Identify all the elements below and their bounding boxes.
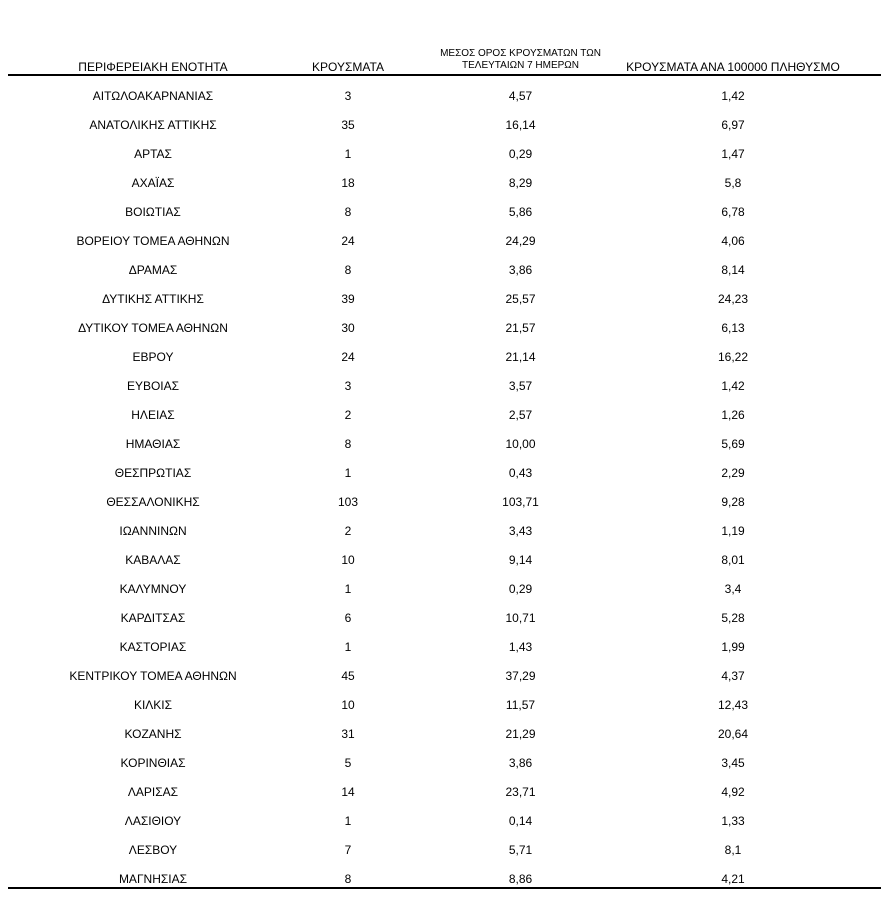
cell-cases: 8 bbox=[344, 437, 352, 451]
cell-per100k: 3,4 bbox=[724, 582, 742, 596]
cell-per100k: 3,45 bbox=[721, 756, 745, 770]
cell-region: ΚΟΡΙΝΘΙΑΣ bbox=[120, 756, 186, 770]
cell-region: ΗΛΕΙΑΣ bbox=[131, 408, 175, 422]
cell-per100k: 1,47 bbox=[721, 147, 745, 161]
table-row bbox=[8, 720, 881, 749]
cell-avg7: 37,29 bbox=[505, 669, 536, 683]
cell-per100k: 8,14 bbox=[721, 263, 745, 277]
table-row bbox=[8, 836, 881, 865]
table-row bbox=[8, 111, 881, 140]
cell-region: ΘΕΣΠΡΩΤΙΑΣ bbox=[114, 466, 192, 480]
table-row bbox=[8, 314, 881, 343]
cell-cases: 24 bbox=[341, 234, 355, 248]
table-row bbox=[8, 227, 881, 256]
cell-region: ΚΙΛΚΙΣ bbox=[133, 698, 173, 712]
cell-avg7: 8,29 bbox=[508, 176, 533, 190]
cell-cases: 1 bbox=[344, 466, 352, 480]
cell-region: ΜΑΓΝΗΣΙΑΣ bbox=[118, 872, 188, 886]
cell-per100k: 12,43 bbox=[717, 698, 749, 712]
cell-cases: 8 bbox=[344, 263, 352, 277]
cell-avg7: 1,43 bbox=[508, 640, 533, 654]
cell-cases: 3 bbox=[344, 89, 352, 103]
cell-region: ΑΝΑΤΟΛΙΚΗΣ ΑΤΤΙΚΗΣ bbox=[89, 118, 217, 132]
header-avg7-line1: ΜΕΣΟΣ ΟΡΟΣ ΚΡΟΥΣΜΑΤΩΝ ΤΩΝ bbox=[440, 48, 601, 59]
cell-cases: 1 bbox=[344, 147, 352, 161]
cell-avg7: 21,57 bbox=[505, 321, 536, 335]
cell-per100k: 1,33 bbox=[721, 814, 745, 828]
cell-region: ΛΑΣΙΘΙΟΥ bbox=[124, 814, 182, 828]
cell-per100k: 1,99 bbox=[721, 640, 745, 654]
cell-region: ΗΜΑΘΙΑΣ bbox=[125, 437, 181, 451]
cell-cases: 18 bbox=[341, 176, 355, 190]
cell-region: ΑΧΑΪΑΣ bbox=[131, 176, 175, 190]
cell-avg7: 3,86 bbox=[508, 263, 533, 277]
table-row bbox=[8, 198, 881, 227]
cell-per100k: 9,28 bbox=[721, 495, 745, 509]
cell-avg7: 8,86 bbox=[508, 872, 533, 886]
table-body bbox=[8, 82, 881, 894]
cell-per100k: 4,06 bbox=[721, 234, 745, 248]
table-row bbox=[8, 343, 881, 372]
cell-cases: 3 bbox=[344, 379, 352, 393]
header-cases: ΚΡΟΥΣΜΑΤΑ bbox=[312, 60, 384, 74]
table-row bbox=[8, 488, 881, 517]
cell-avg7: 0,29 bbox=[508, 147, 533, 161]
cell-region: ΚΑΣΤΟΡΙΑΣ bbox=[119, 640, 187, 654]
cell-region: ΚΟΖΑΝΗΣ bbox=[124, 727, 182, 741]
cell-avg7: 2,57 bbox=[508, 408, 533, 422]
header-per100k: ΚΡΟΥΣΜΑΤΑ ΑΝΑ 100000 ΠΛΗΘΥΣΜΟ bbox=[626, 60, 840, 74]
cell-region: ΑΡΤΑΣ bbox=[134, 147, 172, 161]
cell-cases: 10 bbox=[341, 553, 355, 567]
cell-per100k: 5,69 bbox=[721, 437, 745, 451]
cell-per100k: 20,64 bbox=[717, 727, 749, 741]
cell-region: ΚΑΡΔΙΤΣΑΣ bbox=[120, 611, 186, 625]
cell-avg7: 21,29 bbox=[505, 727, 536, 741]
cell-avg7: 10,71 bbox=[505, 611, 536, 625]
cell-per100k: 2,29 bbox=[721, 466, 745, 480]
cell-cases: 2 bbox=[344, 524, 352, 538]
cell-region: ΚΑΛΥΜΝΟΥ bbox=[119, 582, 187, 596]
cell-region: ΔΡΑΜΑΣ bbox=[128, 263, 178, 277]
cell-per100k: 6,78 bbox=[721, 205, 745, 219]
cell-avg7: 103,71 bbox=[502, 495, 539, 509]
cell-cases: 24 bbox=[341, 350, 355, 364]
cell-avg7: 3,43 bbox=[508, 524, 533, 538]
cell-per100k: 24,23 bbox=[717, 292, 749, 306]
cell-cases: 39 bbox=[341, 292, 355, 306]
table-row bbox=[8, 401, 881, 430]
cell-region: ΔΥΤΙΚΟΥ ΤΟΜΕΑ ΑΘΗΝΩΝ bbox=[78, 321, 228, 335]
cell-cases: 103 bbox=[337, 495, 359, 509]
cell-region: ΛΕΣΒΟΥ bbox=[128, 843, 178, 857]
cell-avg7: 0,43 bbox=[508, 466, 533, 480]
cell-region: ΔΥΤΙΚΗΣ ΑΤΤΙΚΗΣ bbox=[102, 292, 204, 306]
cell-avg7: 4,57 bbox=[508, 89, 533, 103]
cell-per100k: 4,37 bbox=[721, 669, 745, 683]
cell-avg7: 9,14 bbox=[508, 553, 533, 567]
cell-per100k: 4,92 bbox=[721, 785, 745, 799]
cell-region: ΒΟΙΩΤΙΑΣ bbox=[125, 205, 181, 219]
table-row bbox=[8, 778, 881, 807]
cell-cases: 30 bbox=[341, 321, 355, 335]
table-row bbox=[8, 546, 881, 575]
cell-region: ΚΑΒΑΛΑΣ bbox=[125, 553, 181, 567]
cell-per100k: 5,8 bbox=[724, 176, 742, 190]
cell-cases: 1 bbox=[344, 582, 352, 596]
cell-cases: 1 bbox=[344, 814, 352, 828]
cell-cases: 31 bbox=[341, 727, 355, 741]
table-row bbox=[8, 749, 881, 778]
cell-avg7: 11,57 bbox=[505, 698, 536, 712]
table-row bbox=[8, 372, 881, 401]
table-row bbox=[8, 662, 881, 691]
cell-per100k: 1,42 bbox=[721, 379, 745, 393]
cell-avg7: 3,57 bbox=[508, 379, 533, 393]
table-row bbox=[8, 575, 881, 604]
header-avg7-line2: ΤΕΛΕΥΤΑΙΩΝ 7 ΗΜΕΡΩΝ bbox=[461, 60, 580, 71]
cell-cases: 8 bbox=[344, 872, 352, 886]
cell-cases: 8 bbox=[344, 205, 352, 219]
cell-cases: 6 bbox=[344, 611, 352, 625]
cell-per100k: 1,26 bbox=[721, 408, 745, 422]
cell-region: ΑΙΤΩΛΟΑΚΑΡΝΑΝΙΑΣ bbox=[92, 89, 214, 103]
table-row bbox=[8, 430, 881, 459]
cell-avg7: 10,00 bbox=[505, 437, 536, 451]
cell-per100k: 6,97 bbox=[721, 118, 745, 132]
table-row bbox=[8, 169, 881, 198]
cell-cases: 35 bbox=[341, 118, 355, 132]
cell-per100k: 5,28 bbox=[721, 611, 745, 625]
cell-avg7: 24,29 bbox=[505, 234, 536, 248]
cell-avg7: 25,57 bbox=[505, 292, 536, 306]
cell-cases: 45 bbox=[341, 669, 355, 683]
table-row bbox=[8, 691, 881, 720]
table-row bbox=[8, 807, 881, 836]
cell-cases: 5 bbox=[344, 756, 352, 770]
cell-avg7: 3,86 bbox=[508, 756, 533, 770]
header-region: ΠΕΡΙΦΕΡΕΙΑΚΗ ΕΝΟΤΗΤΑ bbox=[78, 60, 228, 74]
table-row bbox=[8, 82, 881, 111]
cell-avg7: 23,71 bbox=[505, 785, 536, 799]
cell-avg7: 21,14 bbox=[505, 350, 536, 364]
table-row bbox=[8, 517, 881, 546]
cell-cases: 2 bbox=[344, 408, 352, 422]
cell-per100k: 8,1 bbox=[724, 843, 742, 857]
cell-per100k: 1,42 bbox=[721, 89, 745, 103]
cell-region: ΒΟΡΕΙΟΥ ΤΟΜΕΑ ΑΘΗΝΩΝ bbox=[76, 234, 230, 248]
table-row bbox=[8, 633, 881, 662]
cell-avg7: 0,14 bbox=[508, 814, 533, 828]
table-row bbox=[8, 256, 881, 285]
cell-cases: 14 bbox=[341, 785, 355, 799]
table-row bbox=[8, 285, 881, 314]
cell-cases: 10 bbox=[341, 698, 355, 712]
cell-region: ΕΥΒΟΙΑΣ bbox=[126, 379, 180, 393]
cell-avg7: 16,14 bbox=[505, 118, 536, 132]
cell-region: ΘΕΣΣΑΛΟΝΙΚΗΣ bbox=[106, 495, 200, 509]
cell-avg7: 5,86 bbox=[508, 205, 533, 219]
cell-per100k: 16,22 bbox=[717, 350, 749, 364]
cell-per100k: 1,19 bbox=[721, 524, 745, 538]
table-row bbox=[8, 865, 881, 894]
table-row bbox=[8, 140, 881, 169]
cell-cases: 7 bbox=[344, 843, 352, 857]
cell-per100k: 8,01 bbox=[721, 553, 745, 567]
cell-region: ΙΩΑΝΝΙΝΩΝ bbox=[119, 524, 187, 538]
cell-per100k: 6,13 bbox=[721, 321, 745, 335]
table-row bbox=[8, 459, 881, 488]
bottom-rule bbox=[8, 887, 881, 889]
header-avg7 bbox=[418, 48, 623, 72]
table-header bbox=[8, 44, 881, 76]
cell-cases: 1 bbox=[344, 640, 352, 654]
cell-region: ΚΕΝΤΡΙΚΟΥ ΤΟΜΕΑ ΑΘΗΝΩΝ bbox=[69, 669, 237, 683]
cell-per100k: 4,21 bbox=[721, 872, 745, 886]
cell-region: ΕΒΡΟΥ bbox=[132, 350, 174, 364]
cell-region: ΛΑΡΙΣΑΣ bbox=[127, 785, 179, 799]
table-row bbox=[8, 604, 881, 633]
cell-avg7: 5,71 bbox=[508, 843, 533, 857]
cell-avg7: 0,29 bbox=[508, 582, 533, 596]
